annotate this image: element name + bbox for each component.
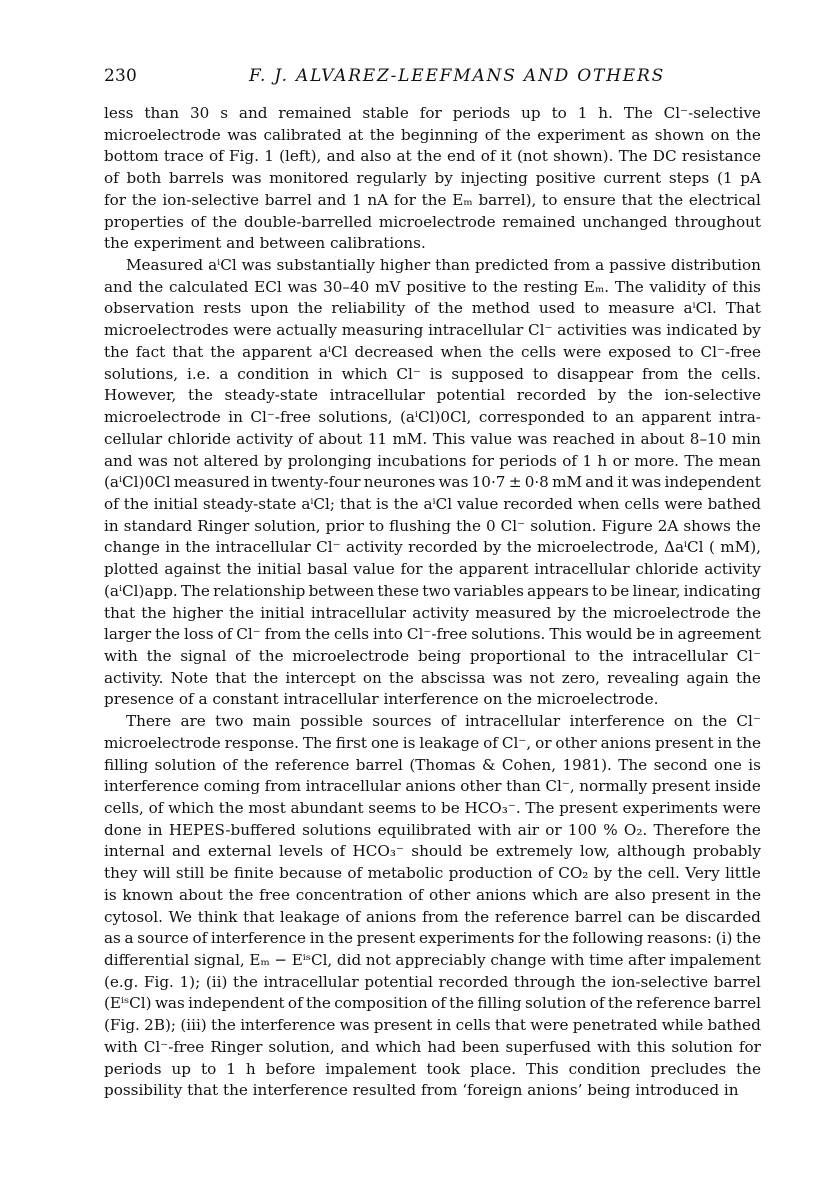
text-line: observation rests upon the reliability of the method used to measure aⁱCl. That <box>104 299 761 318</box>
text-line: with Cl⁻-free Ringer solution, and which had been superfused with this solution for <box>104 1037 761 1056</box>
text-line: cells, of which the most abundant seems to be HCO₃⁻. The present experiments were <box>104 799 761 817</box>
text-line: and was not altered by prolonging incubations for periods of 1 h or more. The mean <box>104 451 761 470</box>
text-line: the fact that the apparent aⁱCl decreased when the cells were exposed to Cl⁻-free <box>104 342 761 361</box>
text-line: possibility that the interference resulted from ‘foreign anions’ being introduced in <box>104 1081 739 1100</box>
text-line: periods up to 1 h before impalement took place. This condition precludes the <box>104 1059 761 1078</box>
running-title: F. J. ALVAREZ-LEEFMANS AND OTHERS <box>249 66 666 86</box>
text-line: differential signal, Eₘ − EⁱˢCl, did not appreciably change with time after impalement <box>104 951 761 970</box>
text-line: microelectrode in Cl⁻-free solutions, (aⁱCl)0Cl, corresponded to an apparent intra- <box>104 408 761 427</box>
text-line: is known about the free concentration of other anions which are also present in the <box>104 885 761 904</box>
text-line: they will still be finite because of metabolic production of CO₂ by the cell. Very little <box>104 864 761 883</box>
text-line: bottom trace of Fig. 1 (left), and also at the end of it (not shown). The DC resistance <box>104 147 761 166</box>
text-line: in standard Ringer solution, prior to flushing the 0 Cl⁻ solution. Figure 2A shows the <box>104 516 761 535</box>
page-header <box>104 66 716 90</box>
text-line: However, the steady-state intracellular potential recorded by the ion-selective <box>104 386 761 405</box>
text-line: done in HEPES-buffered solutions equilibrated with air or 100 % O₂. Therefore the <box>104 820 761 839</box>
text-line: filling solution of the reference barrel (Thomas & Cohen, 1981). The second one is <box>104 755 761 774</box>
page-number: 230 <box>104 66 138 86</box>
text-line: as a source of interference in the present experiments for the following reasons: (i) the <box>104 929 761 948</box>
text-line: larger the loss of Cl⁻ from the cells into Cl⁻-free solutions. This would be in agreement <box>104 625 761 644</box>
text-line: There are two main possible sources of intracellular interference on the Cl⁻ <box>126 712 761 731</box>
text-line: cellular chloride activity of about 11 mM. This value was reached in about 8–10 min <box>104 429 761 448</box>
text-line: interference coming from intracellular anions other than Cl⁻, normally present inside <box>104 777 761 796</box>
text-line: that the higher the initial intracellular activity measured by the microelectrode the <box>104 603 761 622</box>
text-line: (aⁱCl)app. The relationship between these two variables appears to be linear, indicating <box>104 581 761 600</box>
text-line: activity. Note that the intercept on the abscissa was not zero, revealing again the <box>104 668 761 687</box>
text-line: internal and external levels of HCO₃⁻ should be extremely low, although probably <box>104 842 761 861</box>
text-line: microelectrode was calibrated at the beginning of the experiment as shown on the <box>104 125 761 144</box>
text-line: and the calculated ECl was 30–40 mV positive to the resting Eₘ. The validity of this <box>104 277 761 296</box>
text-line: less than 30 s and remained stable for periods up to 1 h. The Cl⁻-selective <box>104 104 761 122</box>
text-line: plotted against the initial basal value for the apparent intracellular chloride activity <box>104 560 761 579</box>
text-line: microelectrode response. The first one is leakage of Cl⁻, or other anions present in the <box>104 733 761 752</box>
text-line: presence of a constant intracellular interference on the microelectrode. <box>104 690 659 709</box>
text-line: solutions, i.e. a condition in which Cl⁻ is supposed to disappear from the cells. <box>104 364 761 383</box>
paragraph <box>104 711 761 1102</box>
text-line: with the signal of the microelectrode being proportional to the intracellular Cl⁻ <box>104 646 761 665</box>
text-line: cytosol. We think that leakage of anions from the reference barrel can be discarded <box>104 907 761 926</box>
text-line: of the initial steady-state aⁱCl; that is the aⁱCl value recorded when cells were bathed <box>104 494 761 513</box>
article-body <box>104 103 761 1102</box>
paragraph <box>104 103 761 255</box>
text-line: Measured aⁱCl was substantially higher than predicted from a passive distribution <box>126 256 761 275</box>
text-line: change in the intracellular Cl⁻ activity recorded by the microelectrode, ΔaⁱCl ( mM), <box>104 538 761 557</box>
paragraph <box>104 255 761 711</box>
text-line: microelectrodes were actually measuring intracellular Cl⁻ activities was indicated by <box>104 321 761 340</box>
text-line: for the ion-selective barrel and 1 nA for the Eₘ barrel), to ensure that the electrical <box>104 190 761 209</box>
text-line: properties of the double-barrelled microelectrode remained unchanged throughout <box>104 212 761 231</box>
text-line: the experiment and between calibrations. <box>104 234 426 253</box>
text-line: (aⁱCl)0Cl measured in twenty-four neurones was 10·7 ± 0·8 mM and it was independent <box>104 473 761 492</box>
text-line: of both barrels was monitored regularly by injecting positive current steps (1 pA <box>104 169 761 188</box>
text-line: (e.g. Fig. 1); (ii) the intracellular potential recorded through the ion-selective barrel <box>104 972 761 991</box>
text-line: (EⁱˢCl) was independent of the composition of the filling solution of the reference barrel <box>104 994 761 1013</box>
text-line: (Fig. 2B); (iii) the interference was present in cells that were penetrated while bathed <box>104 1016 761 1035</box>
